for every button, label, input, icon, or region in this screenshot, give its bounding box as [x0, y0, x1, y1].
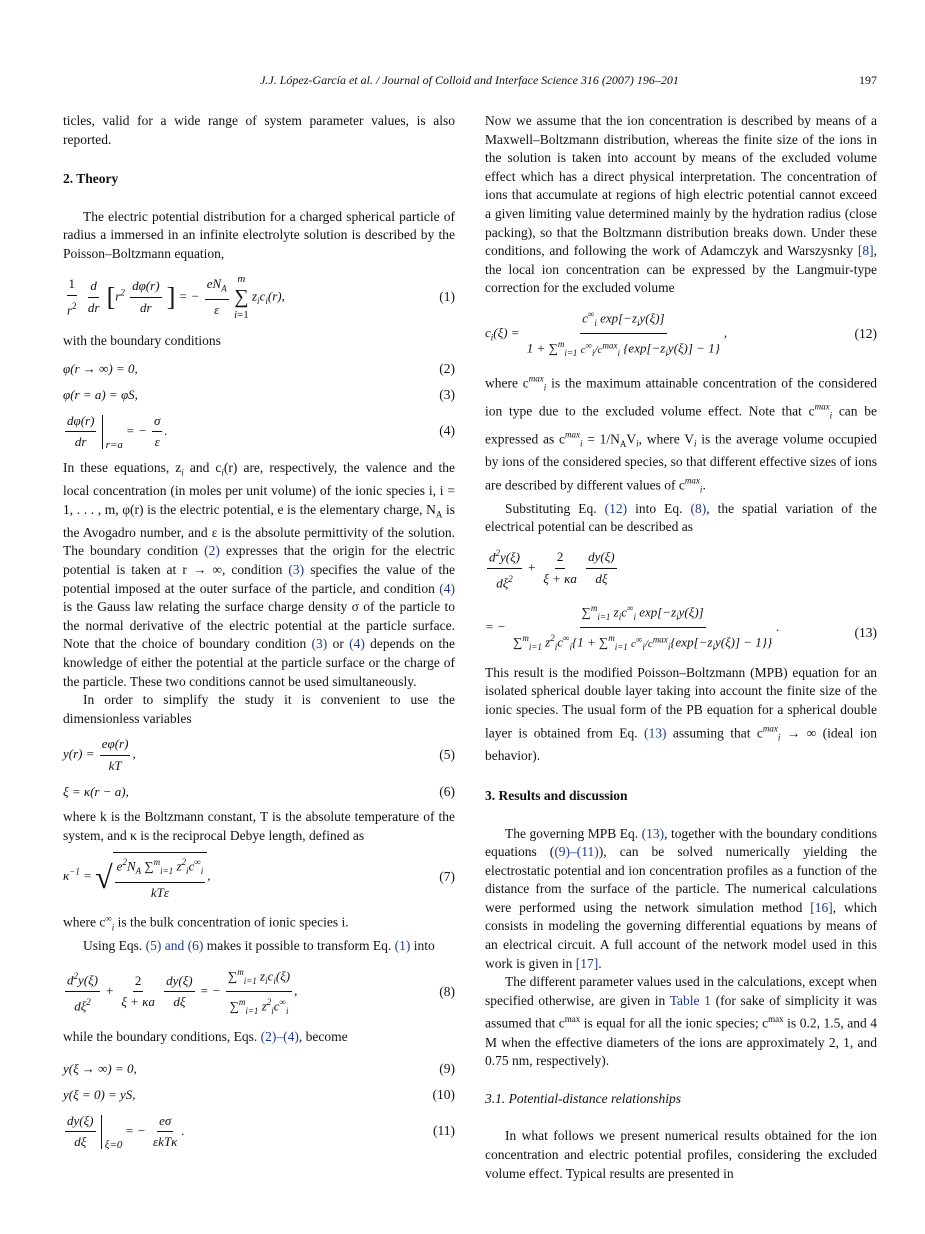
equation-4: $\frac{d\varphi(r)}{dr}$ r=a = − $\frac{\sigma}{\varepsilon}$ . (4) [67, 412, 455, 452]
table-link[interactable]: Table 1 [669, 992, 711, 1008]
equation-number: (7) [439, 869, 455, 885]
equation-13: $\frac{d^2y(\xi)}{d\xi^2}$ + $\frac{2}{\xi + \kappa a}$ $\frac{dy(\xi)}{d\xi}$ = − $\frac{\sum^m_{i=1} z_ic^\infty_i \exp[-z_iy(\xi)]}{\sum^m_{i=1} z^2_ic^\infty_i\{1 + \sum^m_{i=1} c^\infty_i/c^{max}_i\{\exp[-z_iy(\xi)] - 1\}\}}$ . (13) [485, 544, 877, 657]
equation-link[interactable]: (2)–(4) [260, 1028, 299, 1044]
equation-number: (9) [439, 1061, 455, 1077]
equation-10 [63, 1086, 455, 1105]
equation-number: (6) [439, 783, 455, 799]
equation-2 [63, 360, 455, 379]
right-column [485, 112, 877, 1183]
equation-number: (3) [439, 386, 455, 402]
equation-number: (4) [439, 423, 455, 439]
paragraph-ion-concentration: Now we assume that the ion concentration is described by means of a Maxwell–Boltzmann distribution, whereas the finite size of the ions in the solution is taken into account by means of the excluded volume effect which has a direct physical interpretation. The concentration of ions that accumulate at regions of high electric potential cannot exceed a given limiting value determined mainly by the hydration radius (close packing), so that the Boltzmann distribution breaks down. Under these conditions, and following the work of Adamczyk and Warszysnky [8], the local ion concentration can be expressed by the Langmuir-type correction for the excluded volume [485, 113, 877, 296]
equation-link[interactable]: (3) [288, 562, 305, 578]
equation-2-text: φ(r → ∞) = 0, [63, 361, 138, 377]
paragraph-boltzmann: where k is the Boltzmann constant, T is the absolute temperature of the system, and κ is the reciprocal Debye length, defined as [63, 809, 455, 843]
paragraph-parameters: The different parameter values used in the calculations, except when specified otherwise, are given in Table 1 (for sake of simplicity it was assumed that $c^{max}$ is equal for all the ionic species; $c^{max}$ is 0.2, 1.5, and 4 M when the effective diameters of the ions are approximately 2, 1, and 0.75 nm, respectively). [485, 974, 878, 1069]
equation-8: $\frac{d^2y(\xi)}{d\xi^2}$ + $\frac{2}{\xi + \kappa a}$ $\frac{dy(\xi)}{d\xi}$ = − $\frac{\sum^m_{i=1} z_ic_i(\xi)}{\sum^m_{i=1} z^2_ic^\infty_i}$ , (8) [63, 963, 455, 1021]
running-head-citation: J.J. López-García et al. / Journal of Colloid and Interface Science 316 (2007) 196–201 [260, 73, 679, 87]
equation-number: (10) [432, 1087, 455, 1103]
equation-5: y(r) = $\frac{e\varphi(r)}{kT}$ , (5) [63, 736, 455, 773]
equation-number: (1) [439, 288, 455, 304]
section-heading-theory: 2. Theory [63, 171, 119, 187]
paragraph-using-eqs: Using Eqs. (5) and (6) makes it possible to transform Eq. (1) into [83, 938, 435, 954]
equation-link[interactable]: (1) [394, 938, 411, 954]
subsection-heading: 3.1. Potential-distance relationships [485, 1090, 681, 1106]
equation-link[interactable]: (13) [643, 725, 667, 741]
running-head [62, 73, 877, 91]
equation-number: (8) [439, 983, 455, 999]
equation-1: $\frac{1}{r^2}$ $\frac{d}{dr}$ [$r^2$ $\frac{d\varphi(r)}{dr}$ ] = − $\frac{eN_A}{\varepsilon}$ m ∑ i=1 $z_ic_i(r)$, (1) [67, 272, 455, 322]
paragraph-continued: ticles, valid for a wide range of system parameter values, is also reported. [63, 113, 455, 147]
equation-12: $c_i(\xi)$ = $\frac{c^\infty_i \exp[-z_iy(\xi)]}{1 + \sum^m_{i=1} c^\infty_i/c^{max}_i \{\exp[-z_iy(\xi)] - 1\}}$ , (12) [485, 305, 877, 363]
equation-link[interactable]: (3) [311, 636, 328, 652]
equation-10-text: y(ξ = 0) = yS, [63, 1087, 136, 1103]
equation-6 [63, 783, 455, 802]
equation-link[interactable]: (5) and (6) [145, 938, 204, 954]
citation-link[interactable]: [16] [810, 899, 833, 915]
equation-3 [63, 386, 455, 405]
page-number: 197 [859, 73, 877, 87]
equation-link[interactable]: (13) [641, 825, 665, 841]
equation-3-text: φ(r = a) = φS, [63, 386, 138, 402]
equation-6-text: ξ = κ(r − a), [63, 783, 129, 799]
paragraph-substituting: Substituting Eq. (12) into Eq. (8), the spatial variation of the electrical potential can be described as [485, 500, 878, 535]
equation-11: $\frac{dy(\xi)}{d\xi}$ ξ=0 = − $\frac{e\sigma}{\text{εkTκ}}$ . (11) [67, 1112, 455, 1152]
citation-link[interactable]: [8] [857, 243, 874, 259]
equation-number: (11) [433, 1123, 455, 1139]
paragraph-poisson-intro: The electric potential distribution for a charged spherical particle of radius a immersed in an infinite electrolyte solution is described by the Poisson–Boltzmann equation, [63, 208, 455, 261]
left-column [63, 112, 455, 1159]
equation-7: $\kappa^{-1}$ = √ $\frac{e^2N_A \sum^m_{i=1} z^2_ic^\infty_i}{\text{kTε}}$ , (7) [63, 852, 455, 902]
equation-number: (2) [439, 361, 455, 377]
equation-link[interactable]: (8) [690, 500, 707, 516]
paragraph-definitions: In these equations, $z_i$ and $c_i(r)$ are, respectively, the valence and the local concentration (in moles per unit volume) of the ionic species i, i = 1, . . . , m, φ(r) is the electric potential, e is the elementary charge, $N_A$ is the Avogadro number, and ε is the absolute permittivity of the solution. The boundary condition (2) expresses that the origin for the electric potential is taken at r → ∞, condition (3) specifies the value of the potential imposed at the outer surface of the particle, and condition (4) is the Gauss law relating the surface charge density σ of the particle to the normal derivative of the electric potential at the particle surface. Note that the choice of boundary condition (3) or (4) depends on the knowledge of either the potential at the particle surface or the charge of the particle. These two conditions cannot be used simultaneously. [63, 459, 456, 689]
paragraph-dimensionless: In order to simplify the study it is convenient to use the dimensionless variables [63, 692, 455, 726]
paragraph-cmax: where $c^{max}_i$ is the maximum attainable concentration of the considered ion type due to the excluded volume effect. Note that $c^{max}_i$ can be expressed as $c^{max}_i = 1/N_AV_i$, where $V_i$ is the average volume occupied by ions of the considered species, so that different effective sizes of ions are described by different values of $c^{max}_i$. [485, 373, 877, 496]
paragraph-boundary-intro: with the boundary conditions [63, 332, 221, 348]
paragraph-mpb: This result is the modified Poisson–Boltzmann (MPB) equation for an isolated spherical double layer taking into account the finite size of the ionic species. The usual form of the PB equation for a spherical double layer is obtained from Eq. (13) assuming that $c^{max}_i$ → ∞ (ideal ion behavior). [485, 664, 877, 764]
equation-9-text: y(ξ → ∞) = 0, [63, 1061, 137, 1077]
equation-number: (5) [439, 747, 455, 763]
equation-number: (13) [854, 625, 877, 641]
citation-link[interactable]: [17] [575, 955, 599, 971]
section-heading-results: 3. Results and discussion [485, 787, 628, 803]
paragraph-governing: The governing MPB Eq. (13), together with the boundary conditions equations ((9)–(11)), can be solved numerically yielding the electrostatic potential and ion concentration profiles as a function of the distance from the surface of the particle. The numerical calculations were performed using the network simulation method [16], which consists in modeling the governing differential equations by means of an electrical circuit. A full account of the network model used in this work is given in [17]. [485, 825, 877, 971]
equation-link[interactable]: (12) [604, 500, 628, 516]
equation-link[interactable]: (4) [439, 580, 455, 596]
paragraph-numerical-results: In what follows we present numerical results obtained for the ion concentration and electric potential profiles, considering the excluded volume effect. Typical results are presented in [485, 1128, 877, 1181]
equation-number: (12) [854, 325, 877, 341]
equation-9 [63, 1060, 455, 1079]
paragraph-boundary-become: while the boundary conditions, Eqs. (2)–(4), become [63, 1028, 348, 1044]
equation-link[interactable]: (9)–(11) [554, 844, 599, 860]
equation-link[interactable]: (2) [204, 543, 220, 559]
equation-link[interactable]: (4) [349, 636, 365, 652]
paragraph-bulk-concentration: where $c^\infty_i$ is the bulk concentration of ionic species i. [63, 913, 349, 933]
